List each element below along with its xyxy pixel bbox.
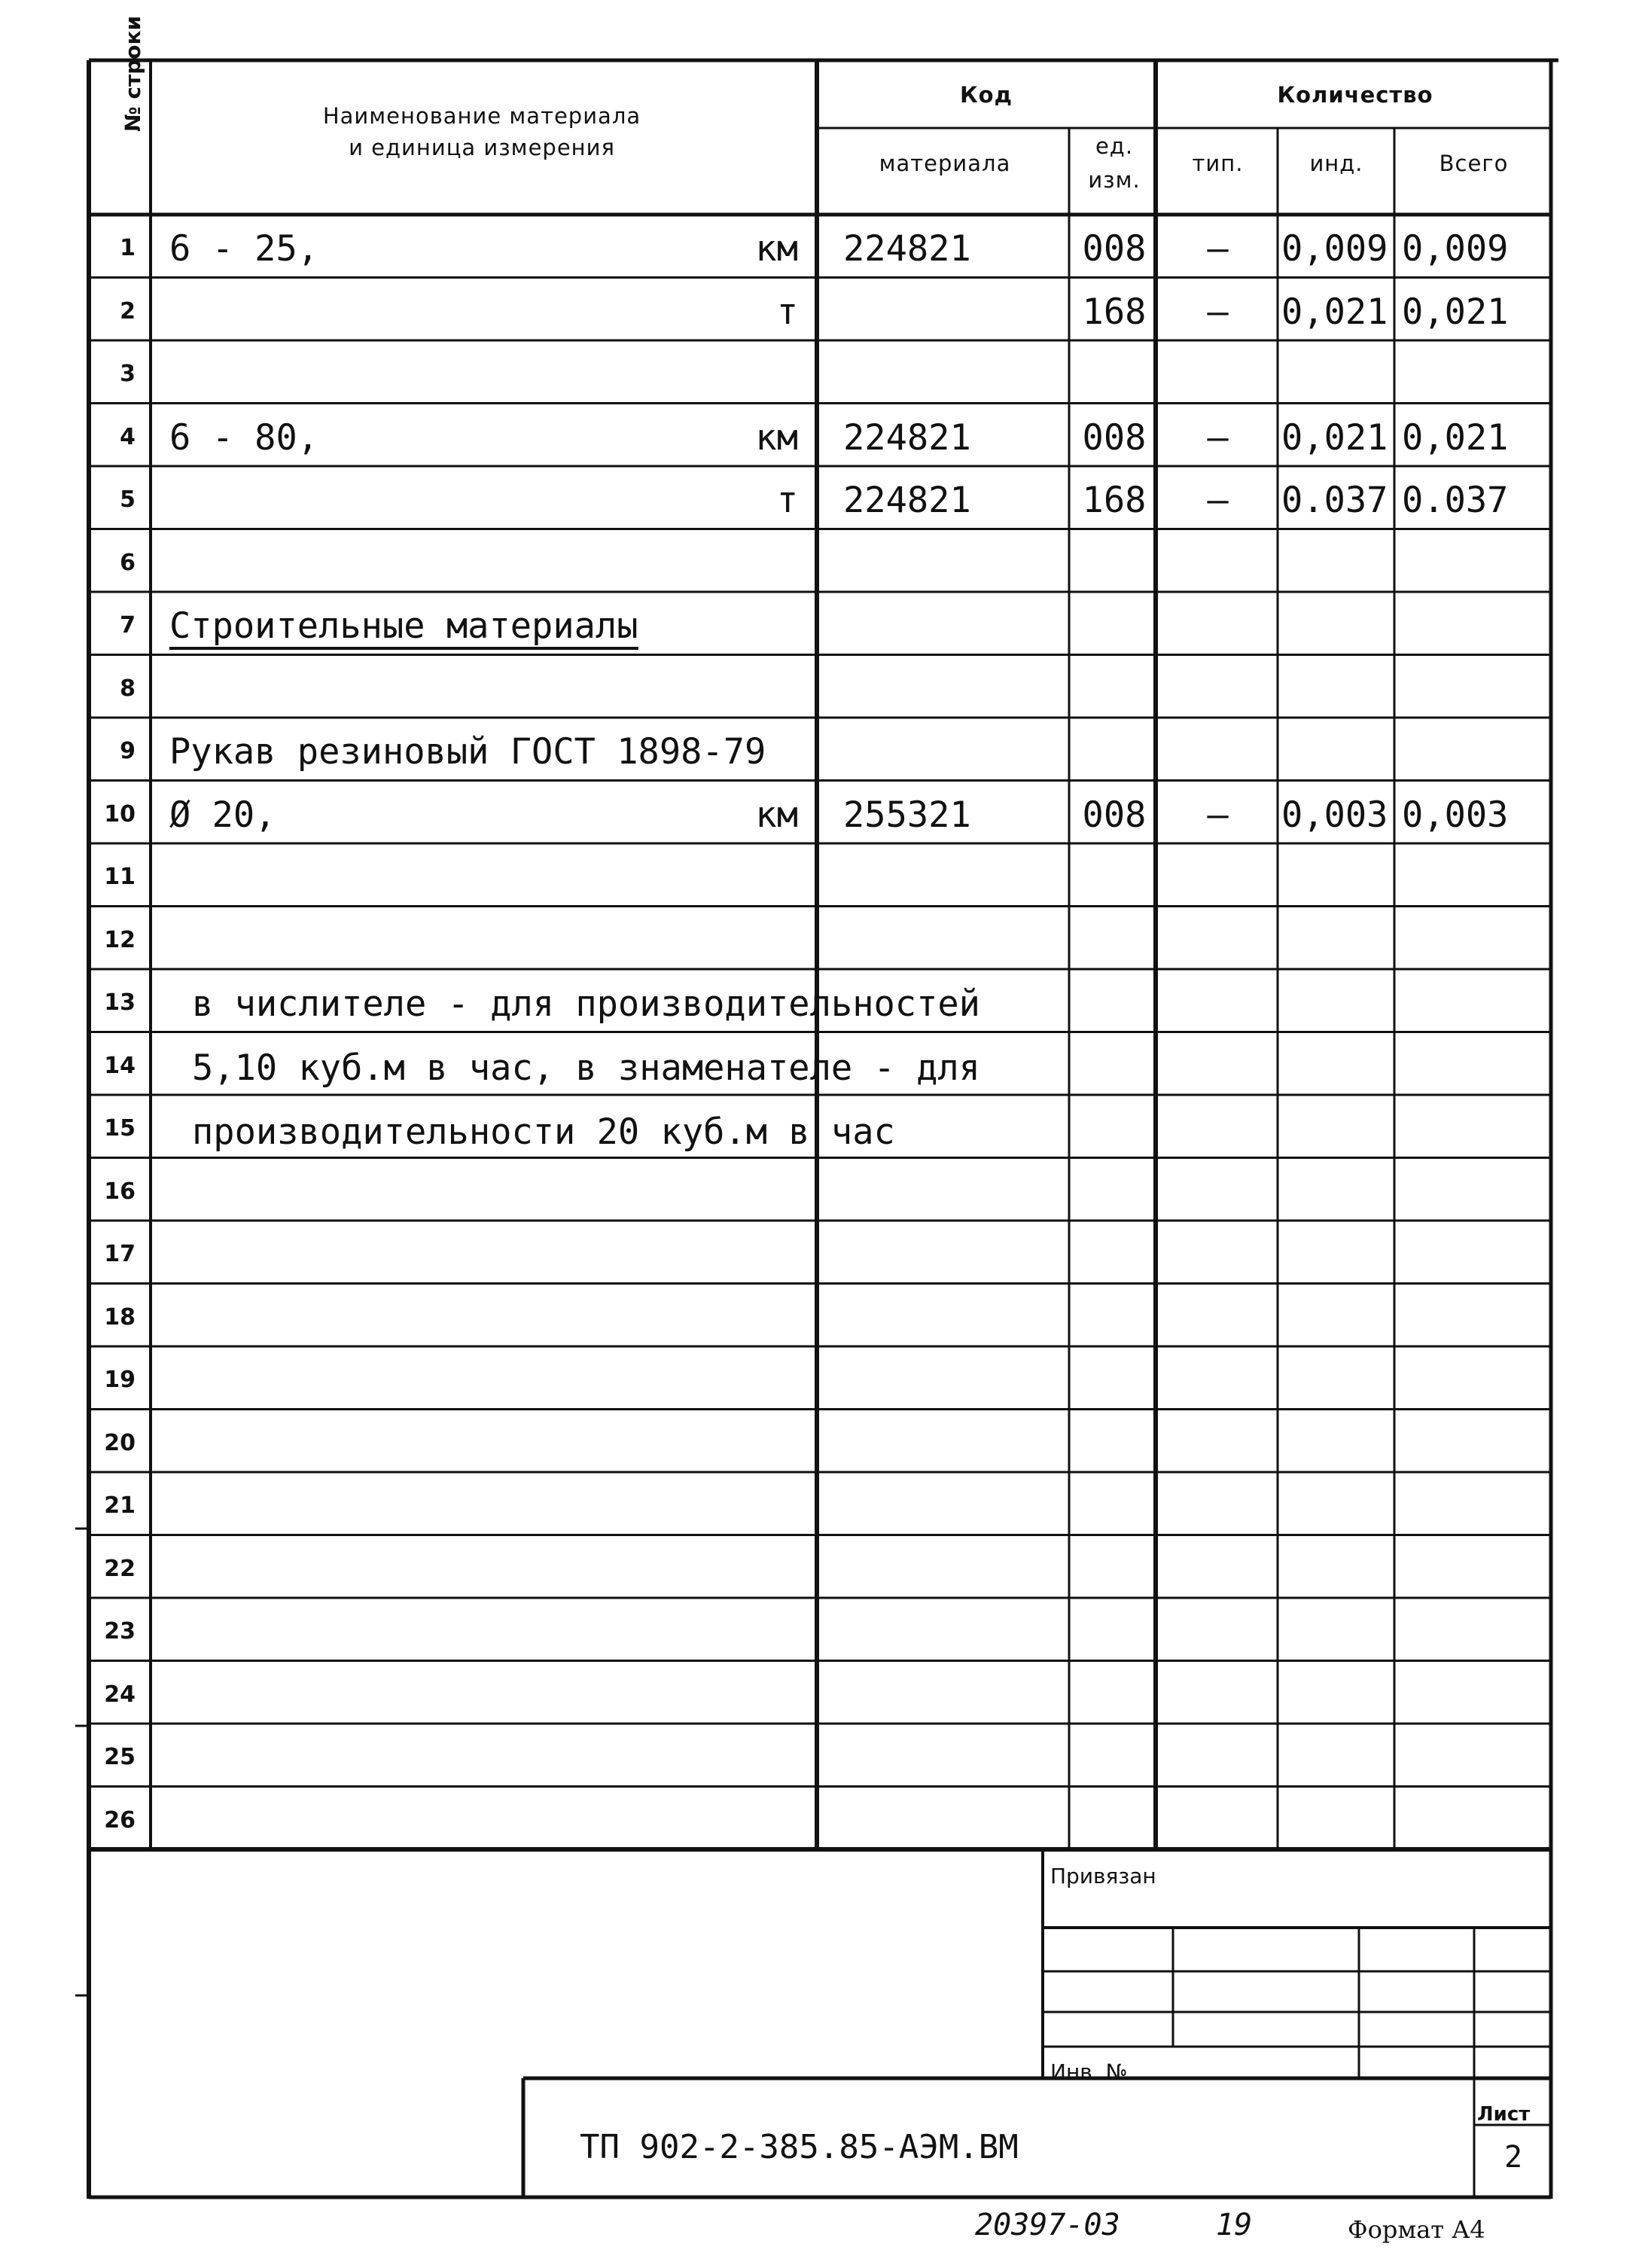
row-number: 16: [104, 1178, 136, 1205]
row-qty-typ: –: [1207, 291, 1229, 333]
row-number: 3: [120, 361, 136, 387]
row-unit-code: 168: [1082, 480, 1147, 521]
row-qty-typ: –: [1207, 228, 1229, 270]
row-material-code: 224821: [843, 416, 971, 459]
row-qty-typ: –: [1207, 794, 1229, 836]
footer-page-number: 19: [1216, 2208, 1253, 2242]
row-name: 6 - 25,: [169, 228, 319, 270]
sheet-number: 2: [1503, 2140, 1523, 2175]
row-number: 20: [104, 1429, 136, 1456]
row-qty-ind: 0,009: [1281, 228, 1388, 270]
row-number: 26: [104, 1806, 136, 1834]
row-unit-code: 008: [1082, 794, 1147, 836]
row-number: 7: [120, 612, 136, 639]
sheet-label: Лист: [1477, 2103, 1531, 2126]
row-number: 10: [104, 800, 136, 828]
row-number: 11: [104, 864, 136, 890]
row-number: 8: [120, 675, 136, 702]
row-number: 21: [104, 1492, 136, 1519]
row-qty-total: 0,021: [1402, 291, 1509, 333]
footer-format: Формат А4: [1348, 2215, 1485, 2244]
row-number: 4: [120, 423, 136, 450]
row-unit-code: 008: [1082, 416, 1147, 459]
row-number: 24: [104, 1681, 136, 1708]
note-line-1: в числителе - для производительностей: [192, 983, 980, 1025]
row-number: 23: [104, 1618, 136, 1645]
row-number: 25: [104, 1744, 136, 1770]
quantity-header: Количество: [1277, 82, 1433, 108]
row-number: 17: [104, 1241, 136, 1267]
name-header-line2: и единица измерения: [349, 135, 615, 160]
row-unit: км: [755, 416, 798, 459]
row-material-code: 255321: [843, 794, 971, 836]
qty-total-header: Всего: [1439, 151, 1509, 176]
row-unit: км: [755, 228, 798, 270]
name-header-line1: Наименование материала: [322, 103, 641, 129]
row-number: 18: [104, 1303, 136, 1331]
row-qty-total: 0,009: [1402, 228, 1509, 270]
row-qty-total: 0.037: [1402, 480, 1509, 521]
row-unit: т: [776, 480, 798, 521]
row-qty-ind: 0,021: [1281, 416, 1388, 459]
row-unit: км: [755, 794, 798, 836]
code-unit-header-line1: ед.: [1095, 133, 1134, 159]
code-material-header: материала: [879, 151, 1011, 176]
row-name: Рукав резиновый ГОСТ 1898-79: [169, 731, 766, 773]
row-qty-total: 0,021: [1402, 416, 1509, 459]
row-number: 12: [104, 926, 136, 953]
row-qty-ind: 0,021: [1281, 291, 1388, 333]
row-material-code: 224821: [843, 480, 971, 521]
document-code: ТП 902-2-385.85-АЭМ.ВМ: [580, 2128, 1019, 2166]
row-number: 19: [104, 1367, 136, 1393]
row-qty-ind: 0.037: [1281, 480, 1388, 521]
row-number: 2: [120, 297, 136, 325]
row-qty-typ: –: [1207, 416, 1229, 459]
qty-ind-header: инд.: [1309, 151, 1363, 176]
row-name: Ø 20,: [169, 794, 276, 836]
row-qty-ind: 0,003: [1281, 794, 1388, 836]
code-header: Код: [959, 82, 1013, 108]
row-number: 15: [104, 1115, 136, 1142]
privyazan-label: Привязан: [1050, 1864, 1156, 1888]
row-number: 13: [104, 989, 136, 1016]
inv-number-label: Инв. №: [1050, 2059, 1128, 2084]
row-name: Строительные материалы: [169, 608, 638, 650]
row-name: 6 - 80,: [169, 416, 319, 459]
row-material-code: 224821: [843, 228, 971, 270]
row-unit-code: 168: [1082, 291, 1147, 333]
note-line-3: производительности 20 куб.м в час: [192, 1111, 895, 1153]
row-number: 9: [120, 738, 136, 764]
row-qty-total: 0,003: [1402, 794, 1509, 836]
row-number: 5: [120, 486, 136, 513]
row-unit-code: 008: [1082, 228, 1147, 270]
row-unit: т: [776, 291, 798, 333]
row-number: 22: [104, 1555, 136, 1582]
footer-archive-number: 20397-03: [975, 2208, 1120, 2242]
qty-typ-header: тип.: [1192, 151, 1244, 176]
row-number-header: № строки: [120, 15, 145, 132]
code-unit-header-line2: изм.: [1088, 167, 1141, 193]
row-number: 6: [120, 549, 136, 576]
row-number: 1: [120, 235, 136, 261]
row-number: 14: [104, 1052, 136, 1079]
note-line-2: 5,10 куб.м в час, в знаменателе - для: [192, 1047, 980, 1089]
row-qty-typ: –: [1207, 480, 1229, 521]
